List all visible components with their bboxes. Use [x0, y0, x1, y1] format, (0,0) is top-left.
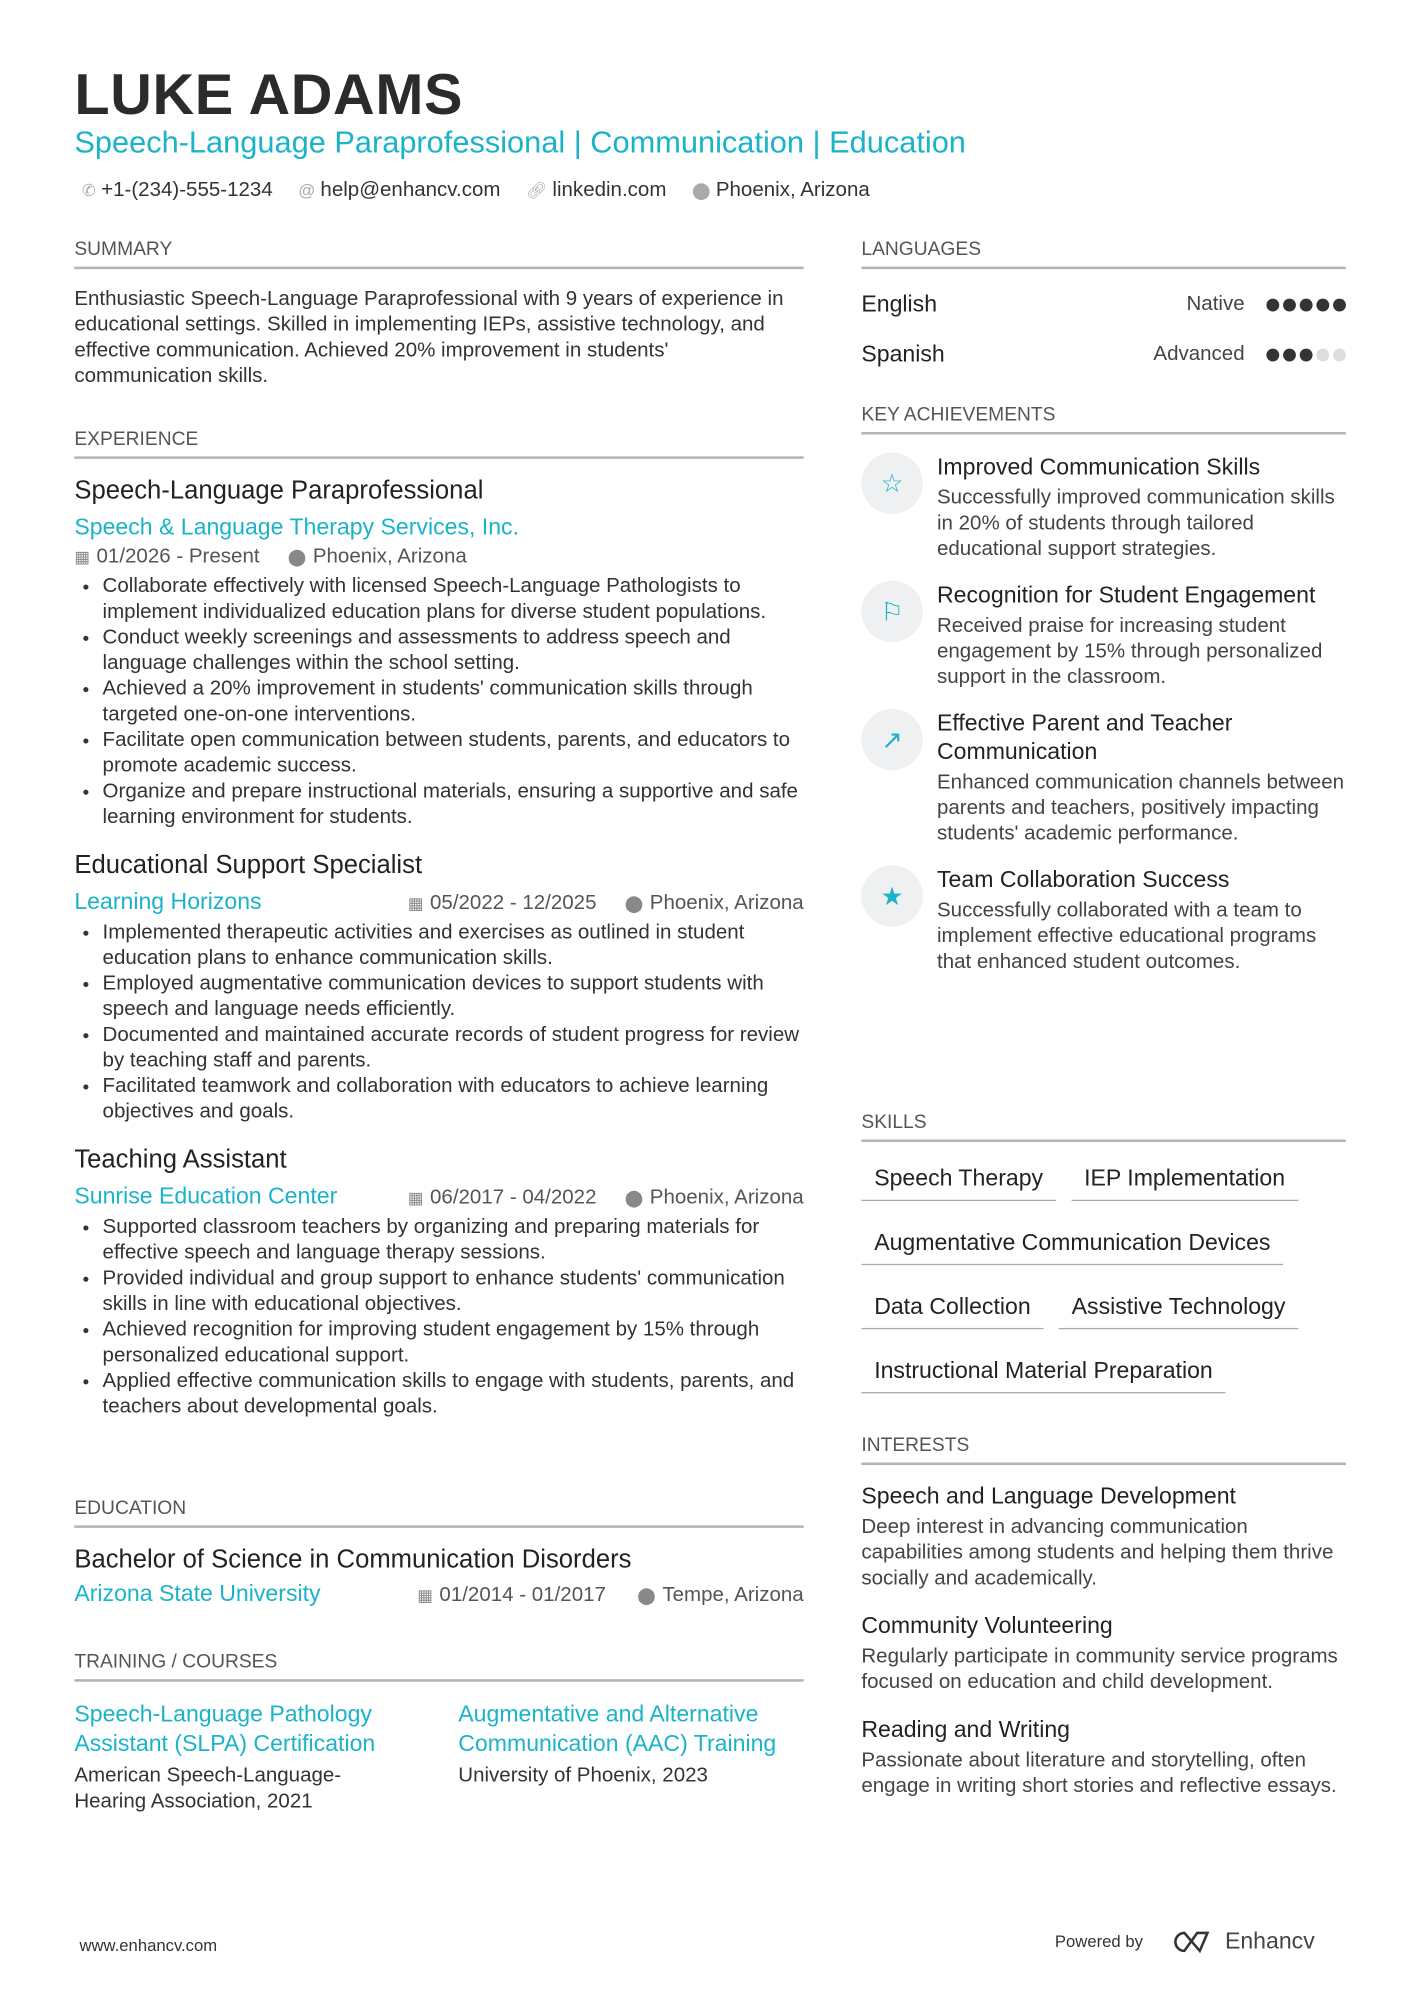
section-heading: LANGUAGES: [861, 238, 1346, 269]
job-location: Phoenix, Arizona: [649, 892, 804, 914]
bullet-item: • Applied effective communication skills to engage with students, parents, and teachers about developmental goals.: [103, 1369, 804, 1420]
proficiency-dot: [1300, 349, 1313, 362]
proficiency-dot: [1266, 349, 1279, 362]
section-heading: EXPERIENCE: [74, 428, 803, 459]
job-subheader: [74, 1183, 803, 1210]
language-name: English: [861, 290, 938, 317]
powered-by: Powered by: [1054, 1931, 1143, 1951]
job-bullets: [74, 1215, 803, 1420]
location-pin-icon: ⬤: [287, 547, 307, 567]
edu-dates: 01/2014 - 01/2017: [439, 1584, 606, 1607]
proficiency-dot: [1333, 299, 1346, 312]
proficiency-dot: [1300, 299, 1313, 312]
achievement-text: Successfully improved communication skills in 20% of students through tailored educational support strategies.: [936, 487, 1335, 561]
contact-phone: [82, 179, 273, 202]
school: Arizona State University: [74, 1580, 321, 1607]
achievement-text: Enhanced communication channels between parents and teachers, positively impacting students' academic performance.: [936, 771, 1345, 845]
languages-section: [861, 238, 1346, 379]
email-text[interactable]: help@enhancv.com: [320, 179, 501, 202]
achievement-title: Improved Communication Skills: [936, 453, 1261, 480]
job-entry: [74, 477, 803, 831]
achievement-content: [937, 581, 1346, 691]
section-heading: TRAINING / COURSES: [74, 1651, 803, 1682]
interest-text: Deep interest in advancing communication capabilities among students and helping them thrive socially and academically.: [861, 1516, 1334, 1590]
course-title: Augmentative and Alternative Communication (AAC) Training: [458, 1700, 777, 1757]
bullet-item: • Conduct weekly screenings and assessments to address speech and language challenges within the school setting.: [103, 626, 804, 677]
bullet-item: • Implemented therapeutic activities and exercises as outlined in student education plans to enhance communication skills.: [103, 920, 804, 971]
section-heading: INTERESTS: [861, 1434, 1346, 1465]
language-dots: [1263, 291, 1346, 318]
location-pin-icon: ⬤: [637, 1585, 656, 1605]
interest-title: Reading and Writing: [861, 1716, 1071, 1742]
bullet-item: • Documented and maintained accurate records of student progress for review by teaching staff and parents.: [103, 1023, 804, 1074]
interest-item: [861, 1483, 1346, 1592]
course-item: [458, 1700, 803, 1815]
job-entry: [74, 851, 803, 1125]
job-dates: 06/2017 - 04/2022: [430, 1186, 597, 1209]
language-name: Spanish: [861, 340, 945, 367]
achievement-text: Successfully collaborated with a team to implement effective educational programs that enhanced student outcomes.: [936, 899, 1317, 973]
section-heading: EDUCATION: [74, 1497, 803, 1528]
achievement-title: Recognition for Student Engagement: [936, 581, 1316, 608]
achievements-section: [861, 404, 1346, 976]
language-row: [861, 329, 1346, 379]
calendar-icon: ▦: [74, 547, 91, 567]
footer-website[interactable]: www.enhancv.com: [79, 1935, 218, 1955]
star-outline-icon: ☆: [861, 452, 923, 514]
section-heading: SUMMARY: [74, 238, 803, 269]
location-pin-icon: ⬤: [624, 893, 644, 913]
star-filled-icon: ★: [861, 865, 923, 927]
calendar-icon: ▦: [407, 1188, 424, 1208]
contact-email[interactable]: [298, 179, 500, 202]
route-icon: ↗: [861, 709, 923, 771]
bullet-item: • Facilitate open communication between students, parents, and educators to promote academic success.: [103, 728, 804, 779]
location-text: Phoenix, Arizona: [715, 179, 870, 202]
bullet-item: • Provided individual and group support to enhance students' communication skills in line with educational objectives.: [103, 1266, 804, 1317]
skill-tag: IEP Implementation: [1071, 1155, 1298, 1201]
experience-section: [74, 428, 803, 1420]
language-dots: [1263, 341, 1346, 368]
phone-icon: ✆: [82, 180, 97, 200]
course-org: American Speech-Language-Hearing Association, 2021: [74, 1765, 342, 1813]
job-title: Teaching Assistant: [74, 1145, 287, 1175]
interest-item: [861, 1613, 1346, 1696]
achievement-item: [861, 581, 1346, 691]
achievement-item: [861, 452, 1346, 562]
proficiency-dot: [1316, 299, 1329, 312]
section-heading: SKILLS: [861, 1111, 1346, 1142]
job-entry: [74, 1146, 803, 1420]
job-meta: [408, 892, 804, 915]
interest-item: [861, 1716, 1346, 1799]
interest-title: Speech and Language Development: [861, 1483, 1236, 1509]
job-meta: [408, 1187, 804, 1210]
bullet-item: • Organize and prepare instructional materials, ensuring a supportive and safe learning environment for students.: [103, 779, 804, 830]
job-dates: 01/2026 - Present: [96, 546, 260, 568]
phone-text: +1-(234)-555-1234: [101, 179, 273, 202]
achievement-title: Effective Parent and Teacher Communication: [936, 710, 1233, 764]
interest-title: Community Volunteering: [861, 1612, 1113, 1639]
course-item: [74, 1700, 407, 1815]
job-title: Educational Support Specialist: [74, 851, 423, 880]
skill-tag: Augmentative Communication Devices: [861, 1219, 1283, 1265]
interest-text: Passionate about literature and storytelling, often engage in writing short stories and reflective essays.: [861, 1749, 1337, 1798]
calendar-icon: ▦: [417, 1585, 434, 1605]
bullet-item: • Achieved a 20% improvement in students' communication skills through targeted one-on-one interventions.: [103, 677, 804, 728]
course-title: Speech-Language Pathology Assistant (SLPA) Certification: [74, 1700, 376, 1757]
company-name: Sunrise Education Center: [74, 1183, 338, 1209]
skill-tag: Assistive Technology: [1059, 1283, 1298, 1329]
proficiency-dot: [1316, 349, 1329, 362]
bullet-item: • Achieved recognition for improving student engagement by 15% through personalized educational support.: [103, 1318, 804, 1369]
job-bullets: [74, 574, 803, 830]
achievement-title: Team Collaboration Success: [936, 866, 1230, 893]
achievement-text: Received praise for increasing student engagement by 15% through personalized support in the classroom.: [936, 615, 1323, 689]
bullet-item: • Facilitated teamwork and collaboration with educators to achieve learning objectives and goals.: [103, 1074, 804, 1125]
language-level: Native: [1186, 292, 1245, 315]
contact-location: [692, 179, 870, 202]
brand-name: Enhancv: [1224, 1927, 1315, 1954]
proficiency-dot: [1333, 349, 1346, 362]
education-section: [74, 1497, 803, 1607]
bullet-item: • Employed augmentative communication devices to support students with speech and language needs efficiently.: [103, 972, 804, 1023]
location-pin-icon: ⬤: [692, 180, 711, 200]
company-name: Speech & Language Therapy Services, Inc.: [74, 514, 519, 540]
candidate-name: LUKE ADAMS: [74, 61, 464, 127]
training-section: [74, 1651, 803, 1815]
job-location: Phoenix, Arizona: [312, 546, 467, 568]
achievement-content: [937, 709, 1346, 847]
section-heading: KEY ACHIEVEMENTS: [861, 404, 1346, 435]
enhancv-logo-icon: [1169, 1928, 1215, 1954]
achievement-content: [937, 865, 1346, 975]
calendar-icon: ▦: [407, 893, 424, 913]
contact-bar: [82, 179, 870, 202]
job-meta: [74, 546, 803, 569]
bullet-item: • Supported classroom teachers by organizing and preparing materials for effective speech and language therapy sessions.: [103, 1215, 804, 1266]
job-subheader: [74, 888, 803, 915]
language-row: [861, 279, 1346, 329]
footer-brand: [1055, 1928, 1315, 1955]
summary-text: Enthusiastic Speech-Language Paraprofessional with 9 years of experience in educational settings. Skilled in implementing IEPs, assistive technology, and effective communication. Achieved 20% improvement in students' communication skills.: [74, 288, 784, 388]
company-name: Learning Horizons: [74, 888, 262, 914]
skill-tag: Instructional Material Preparation: [861, 1347, 1225, 1393]
job-title: Speech-Language Paraprofessional: [74, 476, 484, 506]
flag-icon: ⚐: [861, 581, 923, 643]
degree: Bachelor of Science in Communication Disorders: [74, 1545, 632, 1575]
interest-text: Regularly participate in community service programs focused on education and child development.: [861, 1645, 1338, 1694]
job-dates: 05/2022 - 12/2025: [430, 892, 597, 914]
link-text[interactable]: linkedin.com: [552, 179, 667, 202]
achievement-item: [861, 709, 1346, 847]
language-level: Advanced: [1153, 342, 1245, 365]
summary-section: [74, 238, 803, 389]
skills-section: [861, 1111, 1346, 1411]
contact-link[interactable]: [526, 179, 666, 202]
job-location: Phoenix, Arizona: [649, 1186, 804, 1209]
skill-tag: Speech Therapy: [861, 1155, 1056, 1201]
proficiency-dot: [1266, 299, 1279, 312]
achievement-item: [861, 865, 1346, 975]
proficiency-dot: [1283, 299, 1296, 312]
location-pin-icon: ⬤: [624, 1188, 644, 1208]
bullet-item: • Collaborate effectively with licensed Speech-Language Pathologists to implement individualized education plans for diverse student populations.: [103, 574, 804, 625]
skill-tag: Data Collection: [861, 1283, 1043, 1329]
link-icon: 🔗︎: [526, 180, 548, 200]
edu-location: Tempe, Arizona: [662, 1584, 804, 1607]
job-bullets: [74, 920, 803, 1125]
at-icon: @: [298, 180, 316, 200]
proficiency-dot: [1283, 349, 1296, 362]
course-org: University of Phoenix, 2023: [458, 1765, 708, 1787]
achievement-content: [937, 452, 1346, 562]
candidate-title: Speech-Language Paraprofessional | Communication | Education: [74, 125, 966, 161]
interests-section: [861, 1434, 1346, 1799]
